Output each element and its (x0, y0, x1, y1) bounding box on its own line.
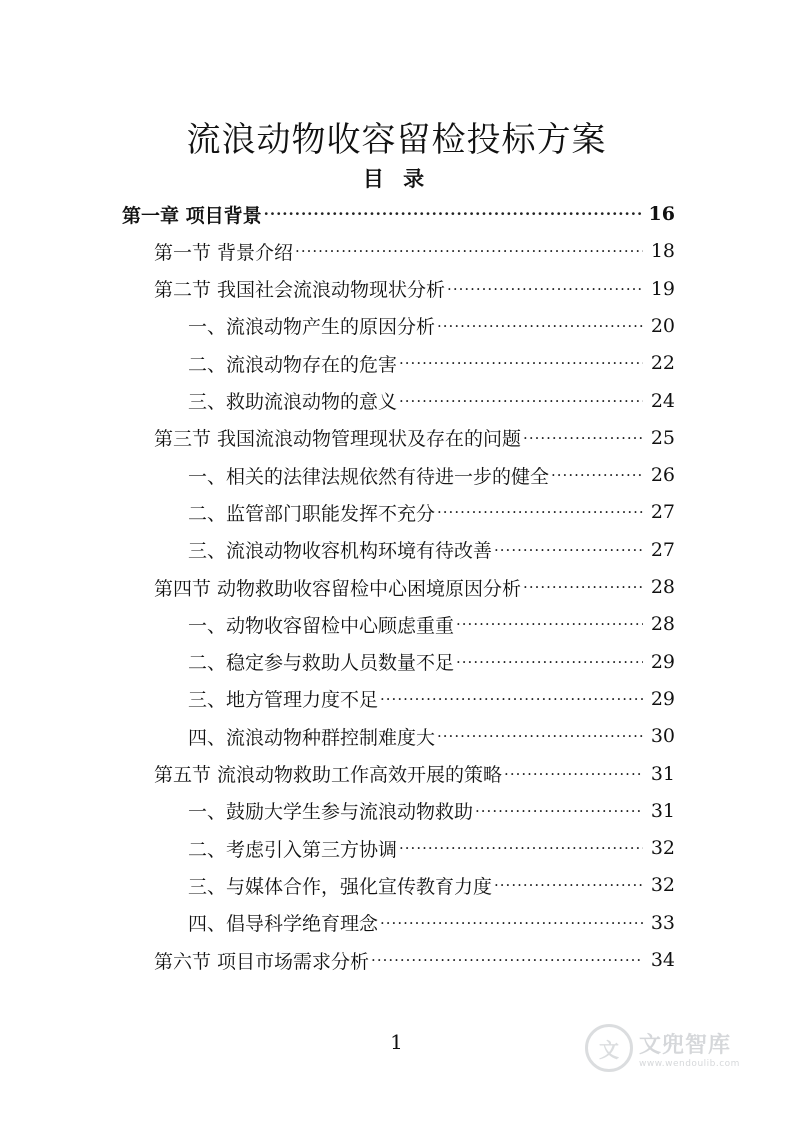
toc-entry-page: 31 (650, 762, 675, 785)
toc-subsection-entry[interactable] (188, 384, 675, 418)
toc-leader-dots (437, 317, 643, 335)
toc-subsection-entry[interactable] (188, 309, 675, 343)
toc-section-entry[interactable] (154, 272, 675, 306)
toc-subsection-entry[interactable] (188, 495, 675, 529)
watermark-name: 文兜智库 (639, 1032, 732, 1058)
wendou-logo-icon: 文 (585, 1024, 633, 1072)
toc-entry-page: 20 (650, 314, 675, 337)
toc-entry-page: 32 (650, 874, 675, 897)
toc-entry-page: 32 (650, 837, 675, 860)
toc-entry-page: 26 (650, 464, 675, 487)
toc-subsection-entry[interactable] (188, 794, 675, 828)
toc-entry-label: 二、考虑引入第三方协调 (188, 838, 398, 861)
toc-subsection-entry[interactable] (188, 682, 675, 716)
toc-entry-label: 一、动物收容留检中心顾虑重重 (188, 614, 455, 637)
toc-subsection-entry[interactable] (188, 868, 675, 902)
toc-leader-dots (456, 653, 643, 671)
toc-section-entry[interactable] (154, 757, 675, 791)
toc-entry-label: 第一章 项目背景 (122, 204, 262, 227)
toc-leader-dots (523, 429, 643, 447)
toc-leader-dots (447, 280, 643, 298)
watermark-url: www.wendoulib.com (639, 1058, 740, 1069)
toc-subsection-entry[interactable] (188, 645, 675, 679)
document-title: 流浪动物收容留检投标方案 (186, 120, 607, 160)
toc-leader-dots (380, 690, 643, 708)
toc-entry-page: 24 (650, 389, 675, 412)
toc-subsection-entry[interactable] (188, 831, 675, 865)
toc-entry-label: 二、监管部门职能发挥不充分 (188, 502, 436, 525)
toc-entry-label: 一、相关的法律法规依然有待进一步的健全 (188, 465, 550, 488)
toc-heading: 目 录 (362, 166, 431, 191)
toc-entry-page: 27 (650, 538, 675, 561)
toc-entry-label: 三、与媒体合作，强化宣传教育力度 (188, 875, 493, 898)
toc-leader-dots (295, 242, 643, 260)
toc-section-entry[interactable] (154, 943, 675, 977)
toc-entry-page: 22 (650, 352, 675, 375)
toc-leader-dots (399, 354, 643, 372)
toc-leader-dots (437, 727, 643, 745)
toc-entry-label: 第六节 项目市场需求分析 (154, 950, 370, 973)
toc-entry-label: 第五节 流浪动物救助工作高效开展的策略 (154, 764, 503, 786)
toc-subsection-entry[interactable] (188, 906, 675, 940)
toc-leader-dots (475, 802, 643, 820)
toc-leader-dots (494, 876, 643, 894)
toc-leader-dots (399, 839, 643, 857)
toc-entry-label: 二、稳定参与救助人员数量不足 (188, 652, 455, 675)
toc-leader-dots (371, 951, 643, 969)
toc-leader-dots (380, 914, 643, 932)
toc-section-entry[interactable] (154, 234, 675, 268)
toc-leader-dots (399, 392, 643, 410)
toc-entry-label: 二、流浪动物存在的危害 (188, 353, 398, 376)
toc-entry-page: 16 (648, 203, 675, 225)
toc-entry-label: 第一节 背景介绍 (154, 241, 294, 264)
toc-leader-dots (456, 615, 643, 633)
toc-entry-label: 三、地方管理力度不足 (188, 689, 379, 712)
toc-entry-label: 第四节 动物救助收容留检中心困境原因分析 (154, 577, 522, 600)
toc-subsection-entry[interactable] (188, 346, 675, 380)
toc-entry-page: 34 (650, 949, 675, 971)
toc-leader-dots (504, 765, 643, 783)
watermark (585, 1024, 745, 1072)
toc-entry-page: 27 (650, 501, 675, 524)
toc-leader-dots (437, 503, 643, 521)
toc-entry-page: 18 (650, 240, 675, 263)
toc-entry-label: 三、流浪动物收容机构环境有待改善 (188, 540, 493, 563)
toc-entry-page: 19 (650, 277, 675, 300)
toc-entry-label: 第三节 我国流浪动物管理现状及存在的问题 (154, 428, 522, 451)
toc-entry-label: 四、倡导科学绝育理念 (188, 913, 379, 936)
toc-entry-page: 29 (650, 650, 675, 673)
toc-section-entry[interactable] (154, 421, 675, 455)
toc-entry-page: 31 (650, 799, 675, 822)
toc-leader-dots (494, 541, 643, 559)
toc-section-entry[interactable] (154, 570, 675, 604)
toc-entry-label: 三、救助流浪动物的意义 (188, 391, 398, 413)
toc-entry-label: 一、流浪动物产生的原因分析 (188, 316, 436, 339)
toc-subsection-entry[interactable] (188, 533, 675, 567)
toc-entry-page: 28 (650, 613, 675, 636)
toc-subsection-entry[interactable] (188, 458, 675, 492)
toc-entry-page: 28 (650, 576, 675, 598)
toc-entry-label: 四、流浪动物种群控制难度大 (188, 726, 436, 749)
toc-entry-label: 一、鼓励大学生参与流浪动物救助 (188, 801, 474, 824)
toc-leader-dots (264, 205, 643, 223)
toc-leader-dots (523, 578, 643, 596)
toc-subsection-entry[interactable] (188, 719, 675, 753)
toc-entry-page: 25 (650, 426, 675, 449)
page-number: 1 (390, 1030, 403, 1054)
toc-entry-label: 第二节 我国社会流浪动物现状分析 (154, 279, 446, 302)
toc-entry-page: 33 (650, 911, 675, 934)
toc-chapter-entry[interactable] (122, 197, 675, 231)
toc-leader-dots (551, 466, 643, 484)
toc-entry-page: 30 (650, 725, 675, 748)
toc-entry-page: 29 (650, 687, 675, 710)
toc-subsection-entry[interactable] (188, 607, 675, 641)
